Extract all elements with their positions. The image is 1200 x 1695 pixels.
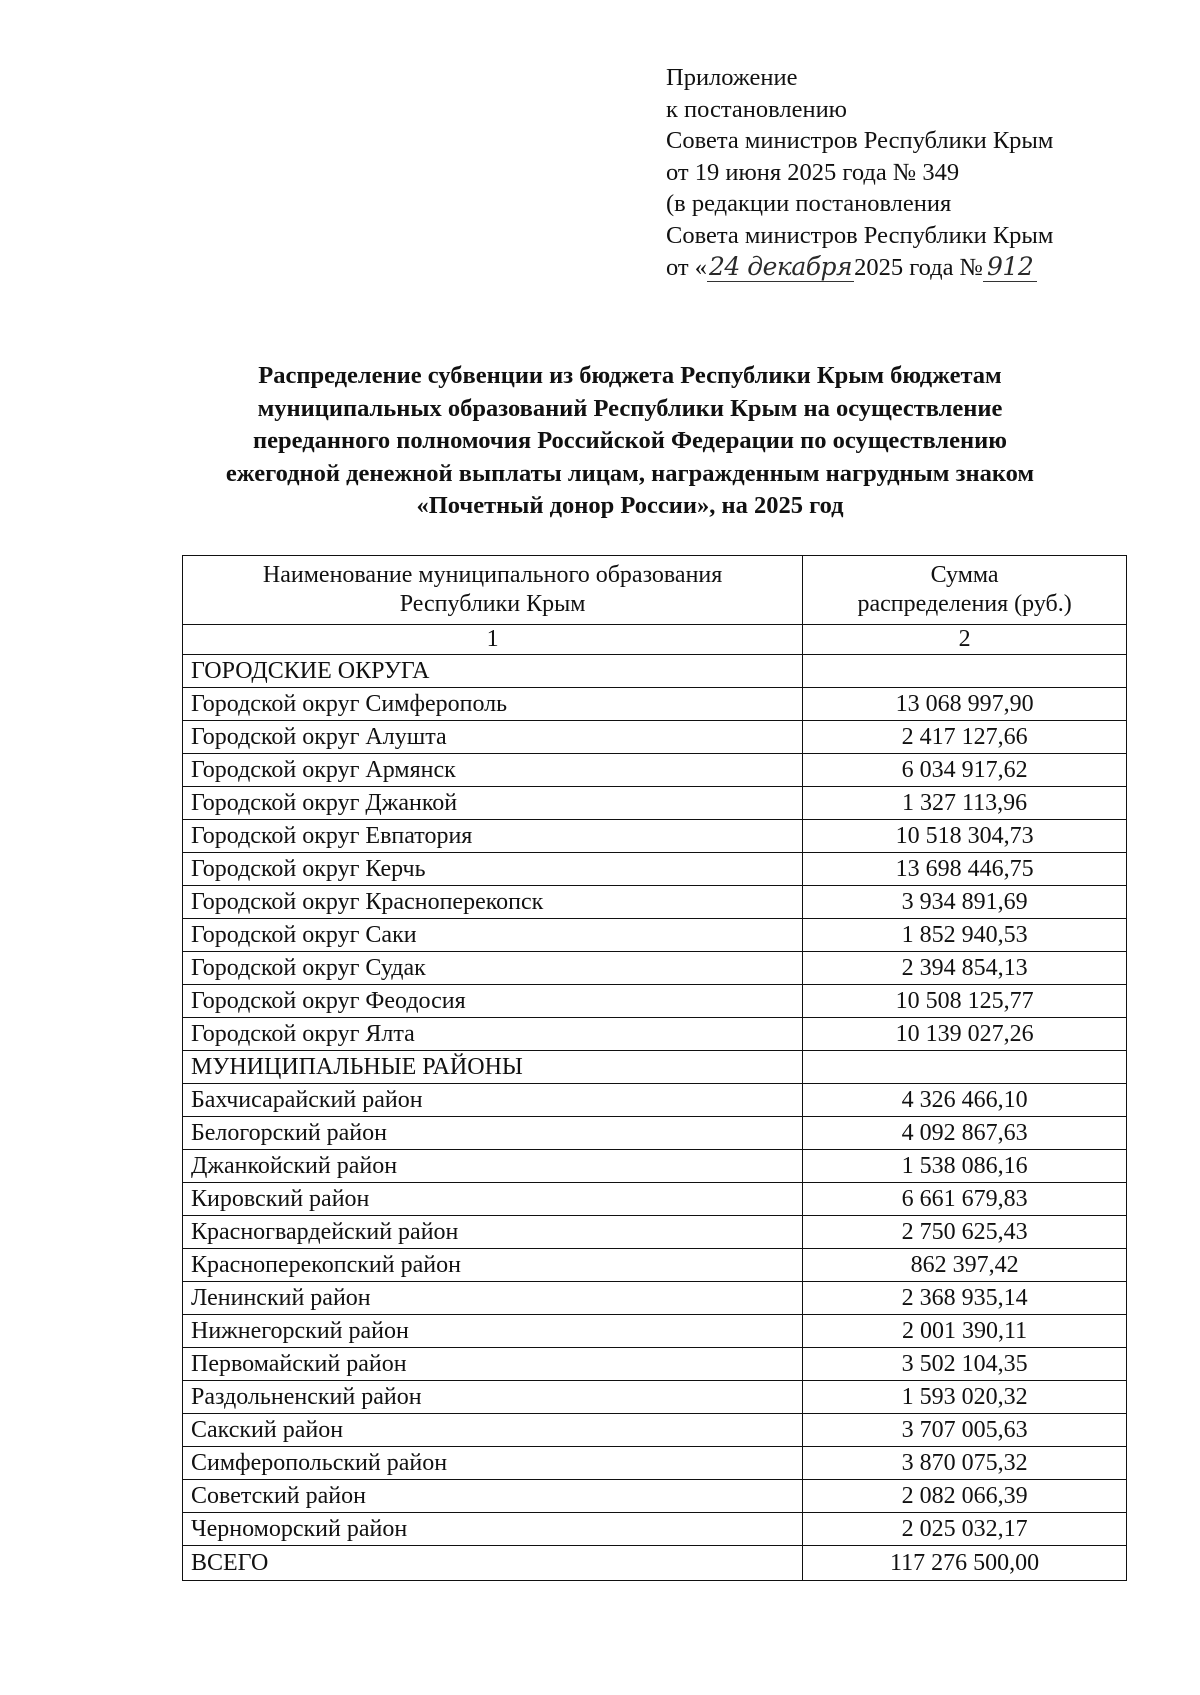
municipality-name: Городской округ Армянск [183, 754, 803, 787]
appendix-line: Совета министров Республики Крым [666, 221, 1054, 249]
header-amount [803, 556, 1127, 625]
amount-value: 6 034 917,62 [803, 754, 1127, 787]
table-row [183, 1249, 1127, 1282]
document-title [150, 360, 1110, 523]
municipality-name: Городской округ Ялта [183, 1018, 803, 1051]
appendix-block [666, 62, 1053, 284]
amount-value: 2 368 935,14 [803, 1282, 1127, 1315]
title-line: переданного полномочия Российской Федерации по осуществлению [253, 427, 1007, 454]
amount-value: 2 417 127,66 [803, 721, 1127, 754]
title-line: «Почетный донор России», на 2025 год [416, 492, 844, 519]
table-row [183, 1282, 1127, 1315]
table-row [183, 1018, 1127, 1051]
municipality-name: Первомайский район [183, 1348, 803, 1381]
total-row [183, 1546, 1127, 1581]
amount-value: 10 518 304,73 [803, 820, 1127, 853]
section-empty-cell [803, 655, 1127, 688]
table-row [183, 1414, 1127, 1447]
amount-value: 1 538 086,16 [803, 1150, 1127, 1183]
column-number: 1 [183, 625, 803, 655]
municipality-name: Симферопольский район [183, 1447, 803, 1480]
table-header-row [183, 556, 1127, 625]
municipality-name: Городской округ Красноперекопск [183, 886, 803, 919]
amount-value: 10 508 125,77 [803, 985, 1127, 1018]
amount-value: 3 934 891,69 [803, 886, 1127, 919]
municipality-name: Раздольненский район [183, 1381, 803, 1414]
table-row [183, 754, 1127, 787]
appendix-line: Совета министров Республики Крым [666, 127, 1054, 154]
municipality-name: Красногвардейский район [183, 1216, 803, 1249]
appendix-line: к постановлению [666, 95, 847, 123]
header-amount-line2: распределения (руб.) [857, 591, 1072, 617]
table-row [183, 1315, 1127, 1348]
column-number-row [183, 625, 1127, 655]
date-middle: 2025 года № [854, 254, 984, 281]
municipality-name: Городской округ Судак [183, 952, 803, 985]
table-row [183, 1381, 1127, 1414]
amount-value: 2 025 032,17 [803, 1513, 1127, 1546]
header-municipality-line1: Наименование муниципального образования [262, 562, 723, 588]
municipality-name: Городской округ Алушта [183, 721, 803, 754]
section-label: МУНИЦИПАЛЬНЫЕ РАЙОНЫ [183, 1051, 803, 1084]
amount-value: 10 139 027,26 [803, 1018, 1127, 1051]
table-row [183, 688, 1127, 721]
total-value: 117 276 500,00 [803, 1546, 1127, 1581]
table-row [183, 1183, 1127, 1216]
table-row [183, 853, 1127, 886]
title-line: ежегодной денежной выплаты лицам, награжденным нагрудным знаком [225, 459, 1035, 487]
municipality-name: Ленинский район [183, 1282, 803, 1315]
table-row [183, 952, 1127, 985]
table-row [183, 886, 1127, 919]
municipality-name: Советский район [183, 1480, 803, 1513]
title-line: Распределение субвенции из бюджета Республики Крым бюджетам [258, 362, 1002, 389]
amount-value: 1 852 940,53 [803, 919, 1127, 952]
table-row [183, 1480, 1127, 1513]
municipality-name: Черноморский район [183, 1513, 803, 1546]
municipality-name: Бахчисарайский район [183, 1084, 803, 1117]
amount-value: 1 327 113,96 [803, 787, 1127, 820]
municipality-name: Городской округ Симферополь [183, 688, 803, 721]
amount-value: 2 001 390,11 [803, 1315, 1127, 1348]
header-amount-line1: Сумма [930, 562, 999, 588]
table-row [183, 919, 1127, 952]
handwritten-number: 912 [983, 252, 1037, 282]
section-label: ГОРОДСКИЕ ОКРУГА [183, 655, 803, 688]
amount-value: 4 326 466,10 [803, 1084, 1127, 1117]
table-row [183, 985, 1127, 1018]
amount-value: 3 870 075,32 [803, 1447, 1127, 1480]
section-empty-cell [803, 1051, 1127, 1084]
header-municipality-line2: Республики Крым [399, 591, 586, 617]
municipality-name: Городской округ Евпатория [183, 820, 803, 853]
amount-value: 13 068 997,90 [803, 688, 1127, 721]
distribution-table [182, 555, 1127, 1581]
amount-value: 3 502 104,35 [803, 1348, 1127, 1381]
table-row [183, 820, 1127, 853]
municipality-name: Сакский район [183, 1414, 803, 1447]
table-row [183, 1216, 1127, 1249]
appendix-date-line [666, 251, 1053, 284]
amount-value: 2 082 066,39 [803, 1480, 1127, 1513]
table-row [183, 1513, 1127, 1546]
table-row [183, 1348, 1127, 1381]
municipality-name: Городской округ Джанкой [183, 787, 803, 820]
amount-value: 4 092 867,63 [803, 1117, 1127, 1150]
municipality-name: Городской округ Феодосия [183, 985, 803, 1018]
amount-value: 3 707 005,63 [803, 1414, 1127, 1447]
amount-value: 862 397,42 [803, 1249, 1127, 1282]
table-row [183, 1084, 1127, 1117]
table-row [183, 787, 1127, 820]
table-row [183, 1117, 1127, 1150]
total-label: ВСЕГО [183, 1546, 803, 1581]
amount-value: 2 394 854,13 [803, 952, 1127, 985]
handwritten-date: 24 декабря [709, 252, 853, 281]
amount-value: 6 661 679,83 [803, 1183, 1127, 1216]
table-row [183, 1150, 1127, 1183]
municipality-name: Кировский район [183, 1183, 803, 1216]
section-row-districts [183, 1051, 1127, 1084]
municipality-name: Красноперекопский район [183, 1249, 803, 1282]
amount-value: 2 750 625,43 [803, 1216, 1127, 1249]
title-line: муниципальных образований Республики Крым на осуществление [257, 394, 1003, 422]
table-row [183, 1447, 1127, 1480]
municipality-name: Джанкойский район [183, 1150, 803, 1183]
table-row [183, 721, 1127, 754]
date-prefix: от « [666, 254, 708, 281]
municipality-name: Городской округ Саки [183, 919, 803, 952]
column-number: 2 [803, 625, 1127, 655]
section-row-urban [183, 655, 1127, 688]
appendix-line: от 19 июня 2025 года № 349 [666, 158, 960, 186]
municipality-name: Белогорский район [183, 1117, 803, 1150]
amount-value: 13 698 446,75 [803, 853, 1127, 886]
municipality-name: Городской округ Керчь [183, 853, 803, 886]
municipality-name: Нижнегорский район [183, 1315, 803, 1348]
header-municipality [183, 556, 803, 625]
appendix-line: (в редакции постановления [666, 190, 952, 217]
appendix-line: Приложение [666, 64, 798, 91]
amount-value: 1 593 020,32 [803, 1381, 1127, 1414]
